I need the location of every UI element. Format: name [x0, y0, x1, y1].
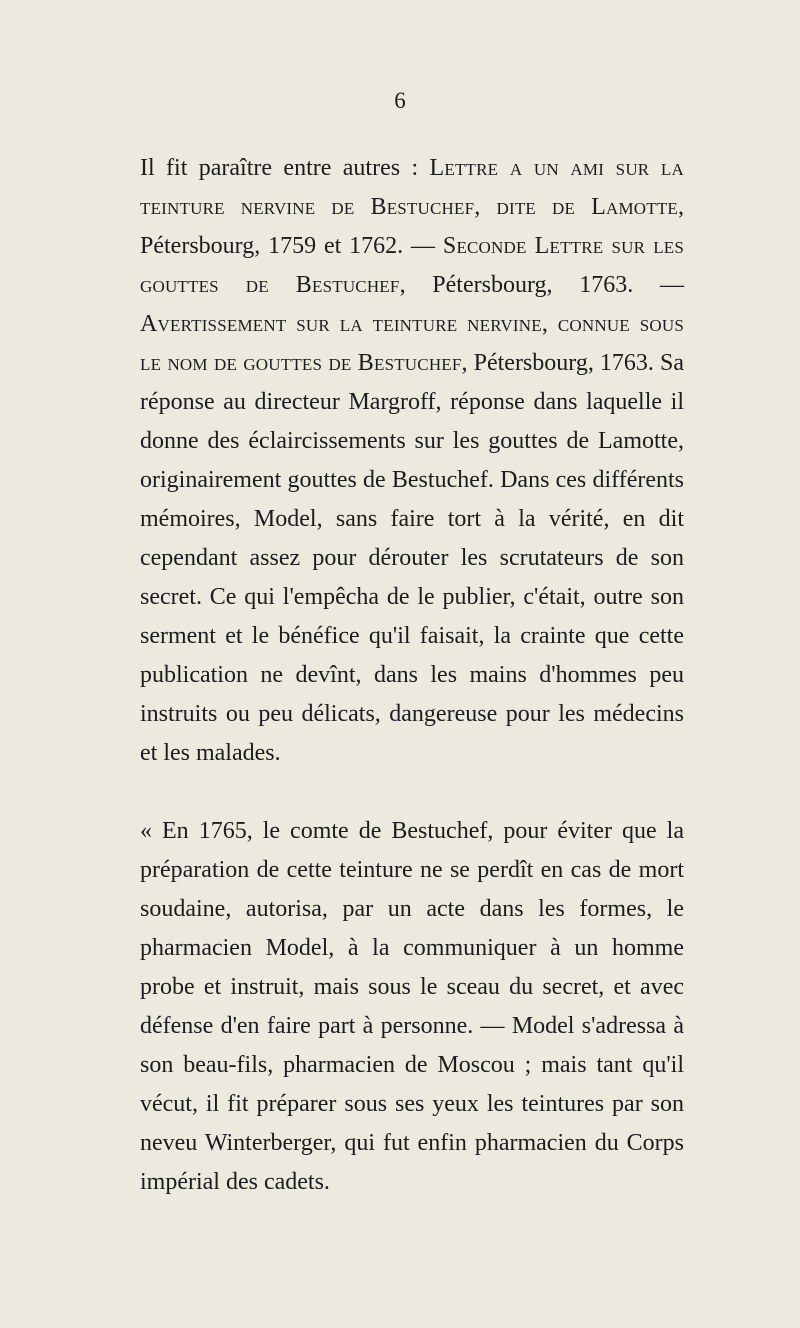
page-number: 6	[394, 88, 406, 113]
text-span: Il fit paraître entre autres :	[140, 155, 430, 181]
text-span: , Pétersbourg, 1763. Sa réponse au directeur Margroff, réponse dans laquelle il donne des éclaircissements sur les gouttes de Lamotte, originairement gouttes de Bestuchef. Dans ces différents mémoires, Model, sans faire tort à la vérité, en dit cependant assez pour dérouter les scrutateurs de son secret. Ce qui l'empêcha de le publier, c'était, outre son serment et le bénéfice qu'il faisait, la crainte que cette publication ne devînt, dans les mains d'hommes peu instruits ou peu délicats, dangereuse pour les médecins et les malades.	[140, 350, 684, 766]
body-text	[140, 149, 684, 1202]
paragraph-quotation: « En 1765, le comte de Bestuchef, pour éviter que la préparation de cette teinture ne se perdît en cas de mort soudaine, autorisa, par un acte dans les formes, le pharmacien Model, à la communiquer à un homme probe et instruit, mais sous le sceau du secret, et avec défense d'en faire part à personne. — Model s'adressa à son beau-fils, pharmacien de Moscou ; mais tant qu'il vécut, il fit préparer sous ses yeux les teintures par son neveu Winterberger, qui fut enfin pharmacien du Corps impérial des cadets.	[140, 818, 684, 1195]
work-title-lettre: Lettre a un ami sur la teinture nervine de Bestuchef, dite de Lamotte	[140, 155, 684, 220]
paragraph-bibliography	[140, 149, 684, 773]
work-title-avertissement: Avertissement sur la teinture nervine, connue sous le nom de gouttes de Bestuchef	[140, 311, 684, 376]
text-span: , Pétersbourg, 1763. —	[399, 272, 685, 298]
work-title-seconde-lettre: Seconde Lettre sur les gouttes de Bestuchef	[140, 233, 685, 298]
text-span: , Pétersbourg, 1759 et 1762. —	[140, 194, 684, 259]
